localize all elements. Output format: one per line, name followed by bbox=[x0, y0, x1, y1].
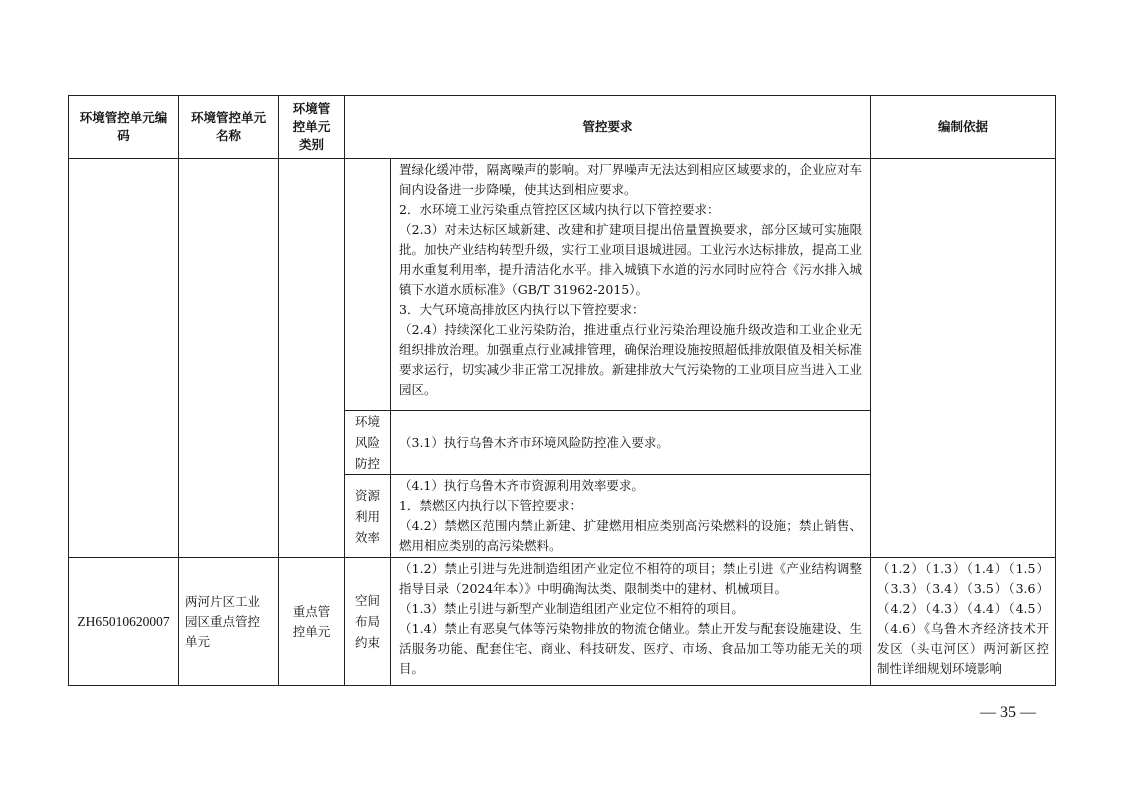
requirement-line: （1.3）禁止引进与新型产业制造组团产业定位不相符的项目。 bbox=[399, 601, 744, 616]
requirement-line: 2．水环境工业污染重点管控区区域内执行以下管控要求： bbox=[399, 202, 720, 217]
requirement-line: 置绿化缓冲带，隔离噪声的影响。对厂界噪声无法达到相应区域要求的，企业应对车间内设备进一步降噪，使其达到相应要求。 bbox=[399, 162, 863, 197]
requirement-cell bbox=[391, 475, 871, 558]
requirement-cell bbox=[391, 558, 871, 686]
header-requirements: 管控要求 bbox=[345, 96, 871, 159]
requirement-line: （4.2）禁燃区范围内禁止新建、扩建燃用相应类别高污染燃料的设施；禁止销售、燃用相应类别的高污染燃料。 bbox=[399, 518, 863, 553]
basis-cell: （1.2）（1.3）（1.4）（1.5）（3.3）（3.4）（3.5）（3.6）（4.2）（4.3）（4.4）（4.5）（4.6）《乌鲁木齐经济技术开发区（头屯河区）两河新区控制性详细规划环境影响 bbox=[871, 558, 1056, 686]
subcat-cell-empty bbox=[345, 159, 391, 411]
unit-name: 两河片区工业园区重点管控单元 bbox=[179, 558, 279, 686]
requirement-line: 1．禁燃区内执行以下管控要求： bbox=[399, 498, 582, 513]
basis-cell-empty bbox=[871, 159, 1056, 558]
requirement-line: 3．大气环境高排放区内执行以下管控要求： bbox=[399, 302, 645, 317]
table-row bbox=[69, 159, 1056, 411]
unit-category: 重点管控单元 bbox=[279, 558, 345, 686]
table-row bbox=[69, 558, 1056, 686]
requirement-line: （4.1）执行乌鲁木齐市资源利用效率要求。 bbox=[399, 478, 644, 493]
subcat-risk-control: 环境风险防控 bbox=[345, 411, 391, 475]
requirement-cell bbox=[391, 159, 871, 411]
requirement-line: （2.4）持续深化工业污染防治，推进重点行业污染治理设施升级改造和工业企业无组织排放治理。加强重点行业减排管理，确保治理设施按照超低排放限值及相关标准要求运行，切实减少非正常工况排放。新建排放大气污染物的工业项目应当进入工业园区。 bbox=[399, 322, 863, 397]
unit-name-cell-empty bbox=[179, 159, 279, 558]
header-basis: 编制依据 bbox=[871, 96, 1056, 159]
table-header-row bbox=[69, 96, 1056, 159]
page-number: — 35 — bbox=[980, 704, 1036, 721]
unit-code-cell-empty bbox=[69, 159, 179, 558]
header-unit-category: 环境管控单元类别 bbox=[279, 96, 345, 159]
unit-code: ZH65010620007 bbox=[69, 558, 179, 686]
requirement-cell bbox=[391, 411, 871, 475]
header-unit-name: 环境管控单元名称 bbox=[179, 96, 279, 159]
requirement-line: （1.4）禁止有恶臭气体等污染物排放的物流仓储业。禁止开发与配套设施建设、生活服务功能、配套住宅、商业、科技研发、医疗、市场、食品加工等功能无关的项目。 bbox=[399, 621, 863, 676]
requirement-line: （3.1）执行乌鲁木齐市环境风险防控准入要求。 bbox=[399, 434, 669, 450]
unit-category-cell-empty bbox=[279, 159, 345, 558]
requirement-line: （2.3）对未达标区域新建、改建和扩建项目提出倍量置换要求，部分区域可实施限批。加快产业结构转型升级，实行工业项目退城进园。工业污水达标排放，提高工业用水重复利用率，提升清洁化水平。排入城镇下水道的污水同时应符合《污水排入城镇下水道水质标准》（GB/T 31962-2015）。 bbox=[399, 222, 863, 297]
subcat-spatial-layout: 空间布局约束 bbox=[345, 558, 391, 686]
header-unit-code: 环境管控单元编码 bbox=[69, 96, 179, 159]
subcat-resource-efficiency: 资源利用效率 bbox=[345, 475, 391, 558]
control-requirements-table bbox=[68, 95, 1056, 686]
requirement-line: （1.2）禁止引进与先进制造组团产业定位不相符的项目；禁止引进《产业结构调整指导目录（2024年本）》中明确淘汰类、限制类中的建材、机械项目。 bbox=[399, 561, 863, 596]
